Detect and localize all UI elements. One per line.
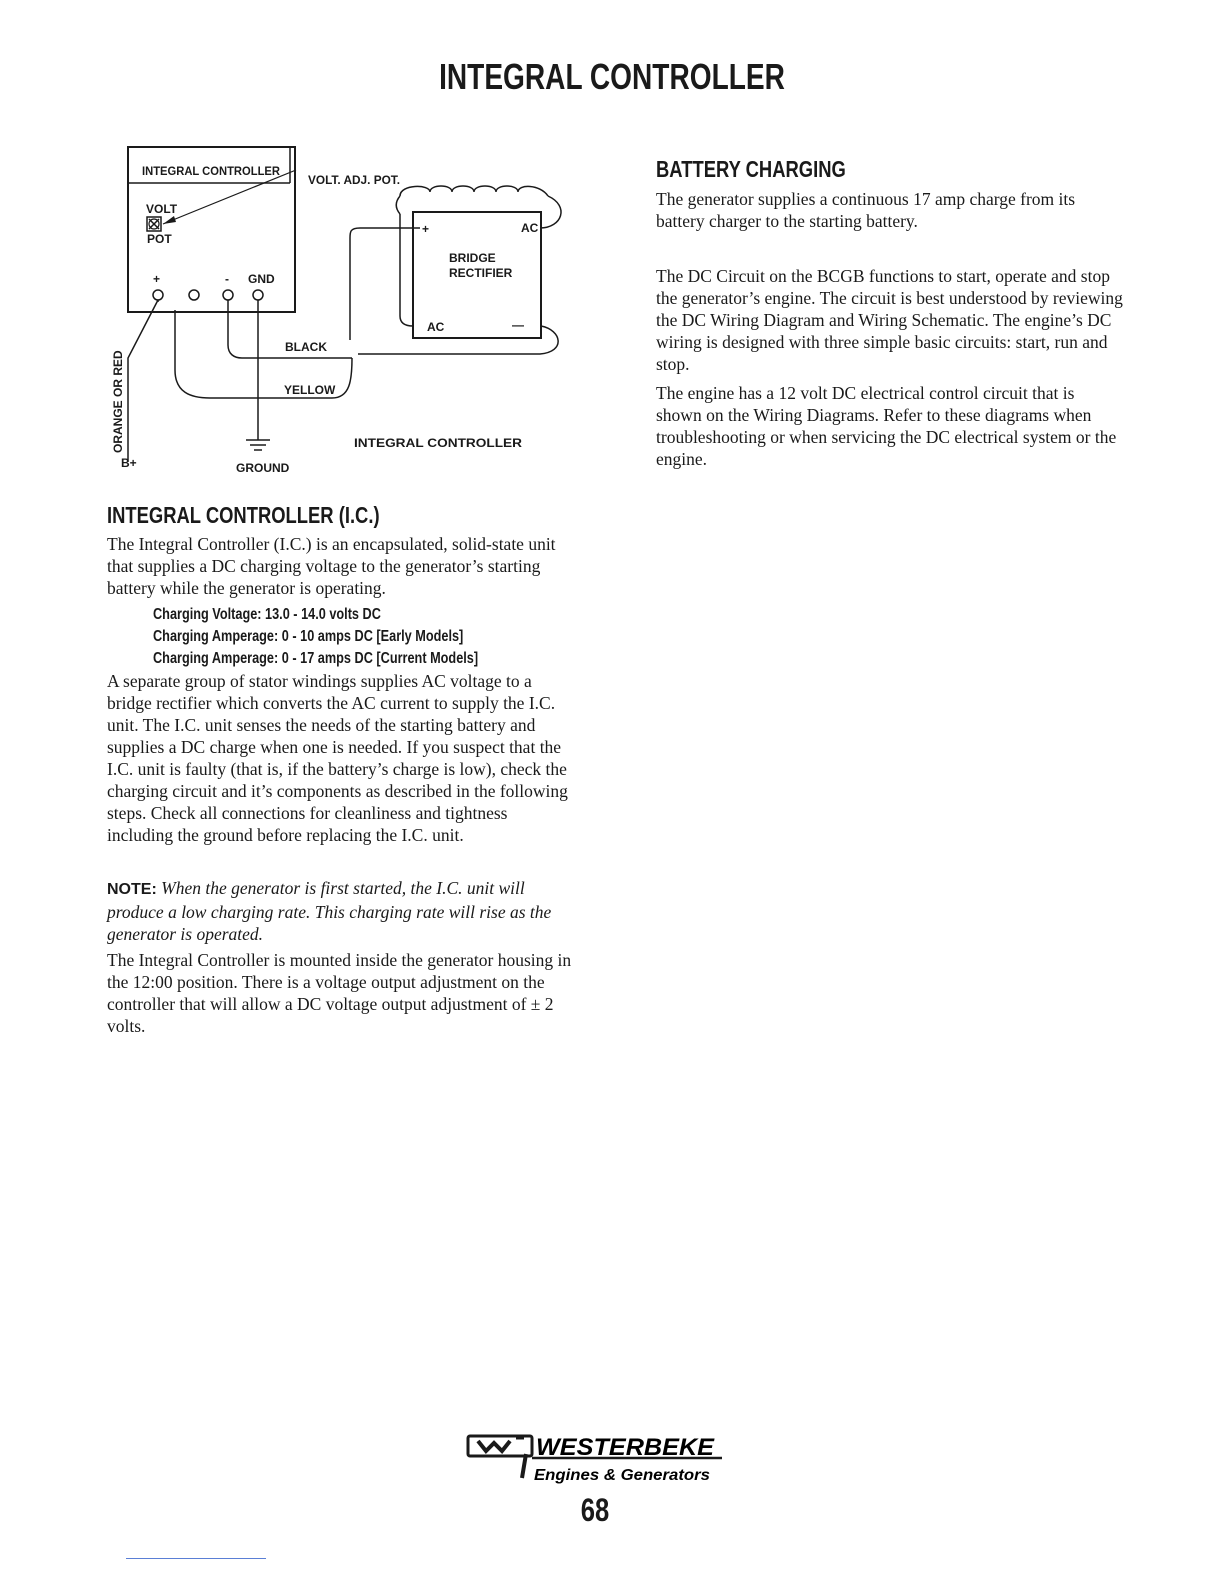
terminal-gnd: GND: [248, 272, 275, 286]
page-number: 68: [580, 1492, 610, 1528]
brand-tagline: Engines & Generators: [534, 1467, 711, 1484]
terminal-3: [223, 290, 233, 300]
rectifier-plus: +: [422, 222, 430, 236]
spec-amperage-current: Charging Amperage: 0 - 17 amps DC [Current Models]: [153, 650, 479, 667]
ac-bottom-loop: [400, 214, 413, 326]
yellow-label: YELLOW: [284, 383, 336, 397]
battery-charging-heading: BATTERY CHARGING: [656, 156, 846, 182]
integral-controller-heading: INTEGRAL CONTROLLER (I.C.): [107, 502, 380, 528]
ac-top-label: AC: [521, 221, 539, 235]
spec-charging-voltage: Charging Voltage: 13.0 - 14.0 volts DC: [153, 606, 381, 623]
rectifier-label: RECTIFIER: [449, 266, 513, 280]
terminal-1: [153, 290, 163, 300]
engine-dc-paragraph: The engine has a 12 volt DC electrical control circuit that is shown on the Wiring Diagrams. Refer to these diagrams when troubleshooting or when servicing the DC electrical system or the engine.: [656, 383, 1117, 469]
plus-wire: [350, 228, 420, 340]
pot-leader-line: [163, 170, 296, 224]
battery-charging-paragraph: The generator supplies a continuous 17 amp charge from its battery charger to the starting battery.: [656, 189, 1076, 231]
orange-or-red-label: ORANGE OR RED: [111, 350, 125, 453]
terminal-4: [253, 290, 263, 300]
terminal-plus: +: [153, 272, 161, 286]
footer-rule: [126, 1558, 266, 1559]
terminal-minus: -: [225, 272, 229, 286]
westerbeke-logo: [466, 1432, 726, 1492]
diagram-caption: INTEGRAL CONTROLLER: [354, 436, 523, 450]
brand-name: WESTERBEKE: [536, 1434, 716, 1461]
pot-label: POT: [147, 232, 172, 246]
ac-bottom-label: AC: [427, 320, 445, 334]
intro-paragraph: The Integral Controller (I.C.) is an encapsulated, solid-state unit that supplies a DC charging voltage to the generator’s starting battery while the generator is operating.: [107, 534, 556, 598]
note-label: NOTE:: [107, 881, 157, 898]
ground-label: GROUND: [236, 461, 290, 475]
note-paragraph: [107, 877, 569, 945]
wiring-diagram: [100, 140, 600, 485]
black-label: BLACK: [285, 340, 327, 354]
b-plus-label: B+: [121, 456, 137, 470]
controller-box-title: INTEGRAL CONTROLLER: [142, 164, 281, 178]
minus-wire-right: [358, 326, 558, 354]
b-plus-wire: [128, 300, 158, 462]
rectifier-minus: —: [512, 318, 524, 332]
ac-winding: [400, 186, 548, 196]
note-text: When the generator is first started, the I.C. unit will produce a low charging rate. This charging rate will rise as the generator is operated.: [107, 878, 552, 944]
volt-label: VOLT: [146, 202, 178, 216]
dc-circuit-paragraph: The DC Circuit on the BCGB functions to start, operate and stop the generator’s engine. The circuit is best understood by reviewing the DC Wiring Diagram and Wiring Schematic. The engine’s DC wiring is designed with three simple basic circuits: start, run and stop.: [656, 266, 1123, 374]
mounting-paragraph: The Integral Controller is mounted inside the generator housing in the 12:00 position. There is a voltage output adjustment on the controller that will allow a DC voltage output adjustment of ± 2 volts.: [107, 950, 572, 1036]
page-title: INTEGRAL CONTROLLER: [439, 56, 785, 97]
terminal-2: [189, 290, 199, 300]
spec-amperage-early: Charging Amperage: 0 - 10 amps DC [Early Models]: [153, 628, 464, 645]
volt-adj-pot-label: VOLT. ADJ. POT.: [308, 173, 400, 187]
rectifier-paragraph: A separate group of stator windings supplies AC voltage to a bridge rectifier which converts the AC current to supply the I.C. unit. The I.C. unit senses the needs of the starting battery and supplies a DC charge when one is needed. If you suspect that the I.C. unit is faulty (that is, if the battery’s charge is low), check the charging circuit and it’s components as described in the following steps. Check all connections for cleanliness and tightness including the ground before replacing the I.C. unit.: [107, 671, 568, 845]
bridge-label: BRIDGE: [449, 251, 496, 265]
